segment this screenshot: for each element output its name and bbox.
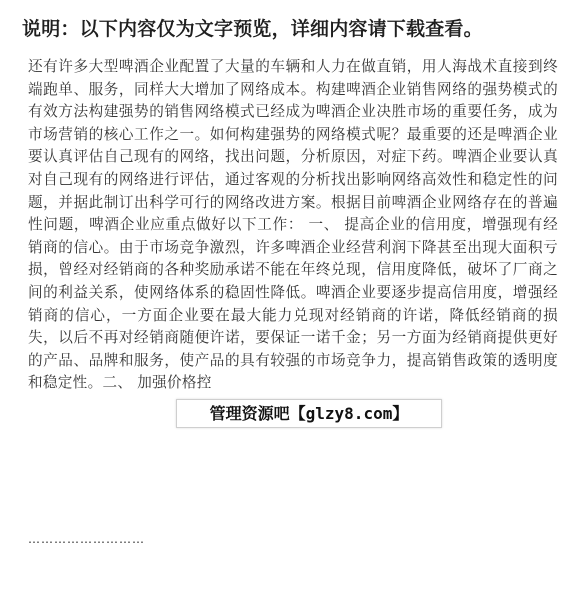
document-body-text: 还有许多大型啤酒企业配置了大量的车辆和人力在做直销，用人海战术直接到终端跑单、服务，同样大大增加了网络成本。构建啤酒企业销售网络的强势模式的有效方法构建强势的销售网络模式已经成为啤酒企业决胜市场的重要任务，成为市场营销的核心工作之一。如何构建强势的网络模式呢？最重要的还是啤酒企业要认真评估自己现有的网络，找出问题，分析原因，对症下药。啤酒企业要认真对自己现有的网络进行评估，通过客观的分析找出影响网络高效性和稳定性的问题，并据此制订出科学可行的网络改进方案。根据目前啤酒企业网络存在的普遍性问题，啤酒企业应重点做好以下工作： 一、 提高企业的信用度，增强现有经销商的信心。由于市场竞争激烈，许多啤酒企业经营利润下降甚至出现大面积亏损，曾经对经销商的各种奖励承诺不能在年终兑现，信用度降低，破坏了厂商之间的利益关系，使网络体系的稳固性降低。啤酒企业要逐步提高信用度，增强经销商的信心，一方面企业要在最大能力兑现对经销商的许诺，降低经销商的损失，以后不再对经销商随便许诺，要保证一诺千金；另一方面为经销商提供更好的产品、品牌和服务，使产品的具有较强的市场竞争力，提高销售政策的透明度和稳定性。二、 加强价格控 [28,58,558,392]
preview-notice: 说明：以下内容仅为文字预览，详细内容请下载查看。 [22,18,483,40]
watermark-label: 管理资源吧【glzy8.com】 [176,399,442,428]
continuation-ellipsis: ……………………… [28,532,145,546]
